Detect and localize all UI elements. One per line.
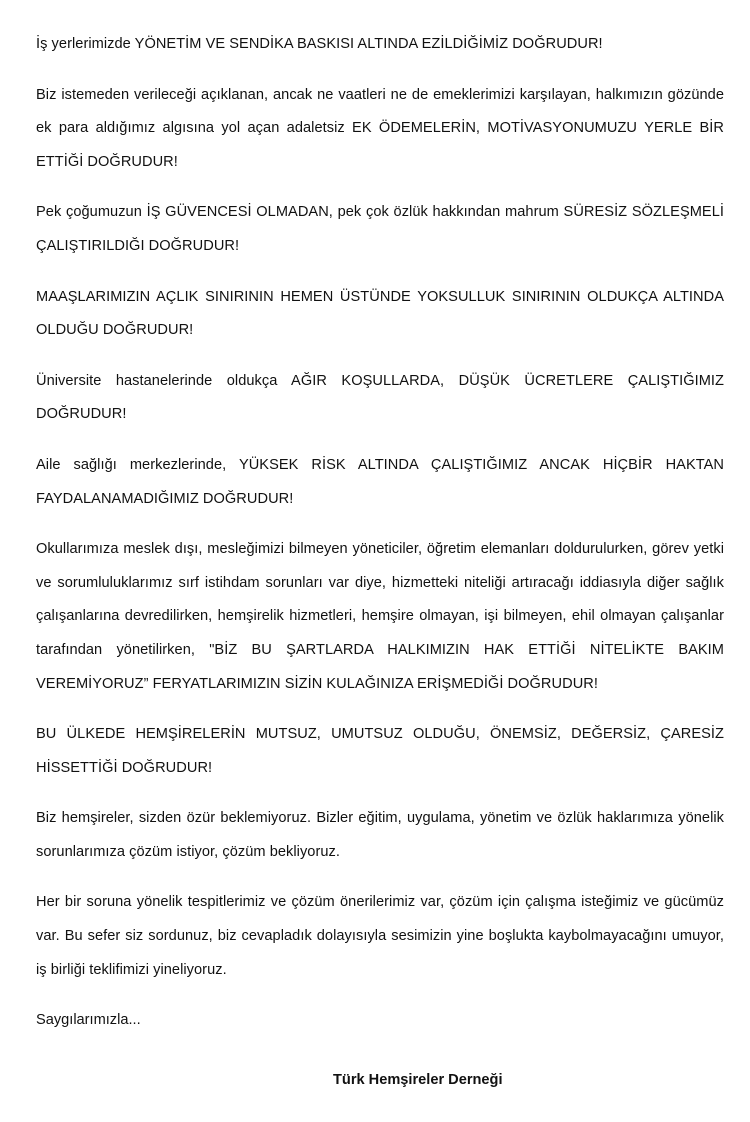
paragraph-5: Üniversite hastanelerinde oldukça AĞIR KOŞULLARDA, DÜŞÜK ÜCRETLERE ÇALIŞTIĞIMIZ DOĞRUDUR! (36, 372, 724, 423)
paragraph-4: MAAŞLARIMIZIN AÇLIK SINIRININ HEMEN ÜSTÜNDE YOKSULLUK SINIRININ OLDUKÇA ALTINDA OLDUĞU DOĞRUDUR! (36, 288, 724, 339)
closing-salutation: Saygılarımızla... (36, 1012, 141, 1029)
paragraph-2: Biz istemeden verileceği açıklanan, ancak ne vaatleri ne de emeklerimizi karşılayan, halkımızın gözünde ek para aldığımız algısına yol açan adaletsiz EK ÖDEMELERİN, MOTİVASYONUMUZU YERLE BİR ETTİĞİ DOĞRUDUR! (36, 86, 724, 170)
paragraph-7: Okullarımıza meslek dışı, mesleğimizi bilmeyen yöneticiler, öğretim elemanları doldurulurken, görev yetki ve sorumluluklarımız sırf istihdam sorunları var diye, hizmetteki niteliği artıracağı iddiasıyla diğer sağlık çalışanlarına devredilirken, hemşirelik hizmetleri, hemşire olmayan, işi bilmeyen, ehil olmayan çalışanlar tarafından yönetilirken, "BİZ BU ŞARTLARDA HALKIMIZIN HAK ETTİĞİ NİTELİKTE BAKIM VEREMİYORUZ” FERYATLARIMIZIN SİZİN KULAĞINIZA ERİŞMEDİĞİ DOĞRUDUR! (36, 541, 724, 692)
paragraph-10: Her bir soruna yönelik tespitlerimiz ve çözüm önerilerimiz var, çözüm için çalışma isteğimiz ve gücümüz var. Bu sefer siz sordunuz, biz cevapladık dolayısıyla sesimizin yine boşlukta kaybolmayacağını umuyor, iş birliği teklifimizi yineliyoruz. (36, 894, 724, 978)
letter-body (36, 28, 724, 1038)
paragraph-3: Pek çoğumuzun İŞ GÜVENCESİ OLMADAN, pek çok özlük hakkından mahrum SÜRESİZ SÖZLEŞMELİ ÇALIŞTIRILDIĞI DOĞRUDUR! (36, 204, 724, 254)
paragraph-1: İş yerlerimizde YÖNETİM VE SENDİKA BASKISI ALTINDA EZİLDİĞİMİZ DOĞRUDUR! (36, 36, 603, 52)
paragraph-6: Aile sağlığı merkezlerinde, YÜKSEK RİSK ALTINDA ÇALIŞTIĞIMIZ ANCAK HİÇBİR HAKTAN FAYDALANAMADIĞIMIZ DOĞRUDUR! (36, 456, 724, 507)
paragraph-8: BU ÜLKEDE HEMŞİRELERİN MUTSUZ, UMUTSUZ OLDUĞU, ÖNEMSİZ, DEĞERSİZ, ÇARESİZ HİSSETTİĞİ DOĞRUDUR! (36, 726, 724, 776)
paragraph-9: Biz hemşireler, sizden özür beklemiyoruz. Bizler eğitim, uygulama, yönetim ve özlük haklarımıza yönelik sorunlarımıza çözüm istiyor, çözüm bekliyoruz. (36, 810, 724, 860)
signature: Türk Hemşireler Derneği (333, 1072, 503, 1088)
